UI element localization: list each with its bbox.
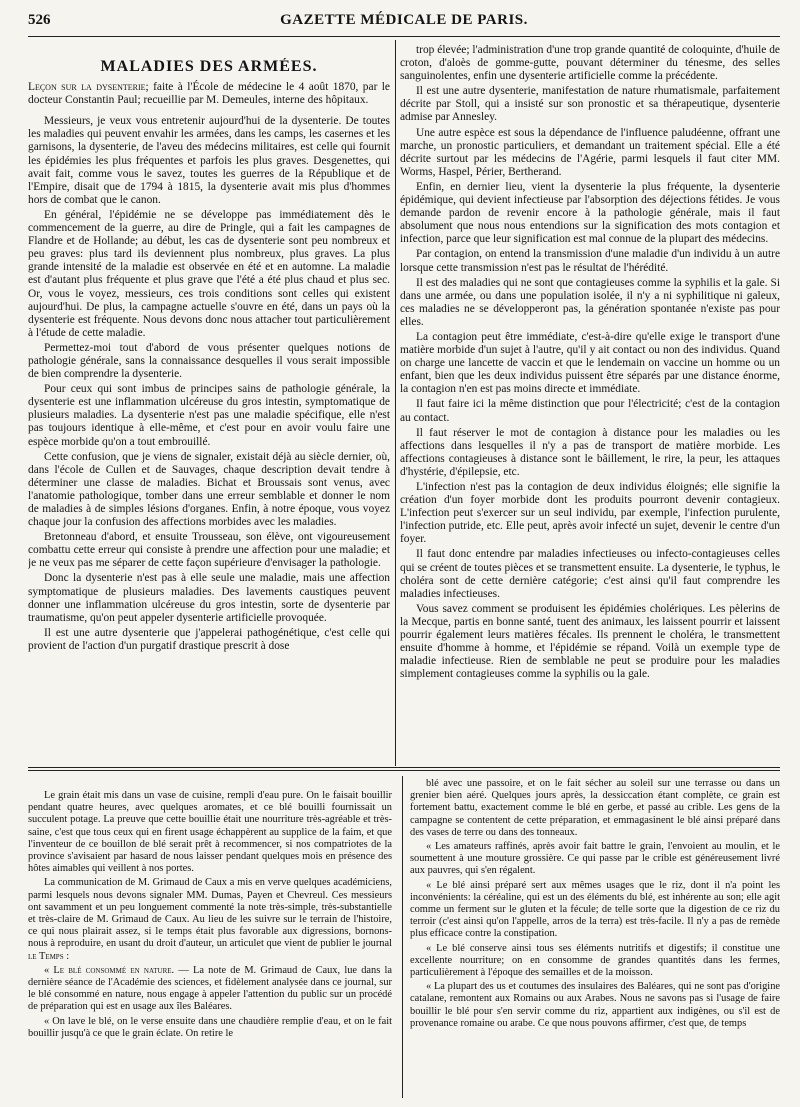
article-left-column [28,58,390,764]
feuilleton-paragraph: « Le blé ainsi préparé sert aux mêmes usages que le riz, dont il n'a point les inconvénients: la céréaline, qui est un des éléments du blé, est inhérente au son; elle agit comme un ferment sur le gluten et la fécule; de telle sorte que la digestion de ce riz du terroir (c'est ainsi qu'on l'appelle, arros de la terra) est très-facile. Il n'y a pas de remède plus efficace contre la constipation. [410,879,780,940]
page-header [28,12,780,36]
article-paragraph: L'infection n'est pas la contagion de deux individus éloignés; elle signifie la création d'un foyer morbide dont les produits pourront devenir contagieux. L'infection peut s'exercer sur un seul individu, par exemple, l'infection purulente, l'infection putride, etc. Elle peut, après avoir infecté un sujet, devenir le centre d'un foyer. [400,481,780,546]
quote-open: « [44,964,54,976]
lecture-byline [28,81,390,107]
lecture-details: ; faite à l'École de médecine le 4 août 1870, par le docteur Constantin Paul; recueillie par M. Demeules, interne des hôpitaux. [28,81,390,107]
header-rule [28,36,780,37]
feuilleton-left-paragraphs [28,790,392,963]
feuilleton-right-paragraphs [410,778,780,1030]
article-paragraph: Il est des maladies qui ne sont que contagieuses comme la syphilis et la gale. Si dans une armée, ou dans une population isolée, il n'y a ni syphilitique ni galeux, ces maladies ne se développeront pas, la génération spontanée n'existe pas pour elles. [400,276,780,328]
feuilleton-right-column [410,778,780,1098]
article-paragraph: Il faut réserver le mot de contagion à distance pour les maladies ou les affections dans lesquelles il n'y a pas de transport de matière morbide. Les affections contagieuses à distance sont le bâillement, le rire, la peur, les attaques d'hystérie, d'épilepsie, etc. [400,426,780,478]
article-paragraph: Il faut donc entendre par maladies infectieuses ou infecto-contagieuses celles qui se créent de toutes pièces et se transmettent ensuite. La dysenterie, le typhus, le choléra sont de cette dernière catégorie; c'est ainsi qu'il faut comprendre les maladies infectieuses. [400,548,780,600]
article-paragraph: Il faut faire ici la même distinction que pour l'électricité; c'est de la contagion au contact. [400,398,780,424]
feuilleton-rule-2 [28,770,780,771]
feuilleton-paragraph: « Le blé conserve ainsi tous ses éléments nutritifs et digestifs; il constitue une excellente nourriture; on en consomme de grandes quantités dans les fermes, particulièrement à l'époque des semailles et de la moisson. [410,942,780,979]
journal-name: le Temps [28,950,64,962]
feuilleton-paragraph: Le grain était mis dans un vase de cuisine, rempli d'eau pure. On le faisait bouillir pendant quatre heures, avec quelques aromates, et ce blé bouilli fournissait un succulent potage. La preuve que cette bouillie était une nourriture très-agréable et très-saine, c'est que tous ceux qui en firent usage échappèrent au supplice de la faim, et que l'inventeur de ce bouillon de blé serait prêt à recommencer, si nos compatriotes de la province s'avisaient par hasard de nous laisser pendant quelques mois en présence des hôtes aimables qui veillent à nos portes. [28,790,392,875]
feuilleton-left-column [28,790,392,1098]
article-paragraph: Messieurs, je veux vous entretenir aujourd'hui de la dysenterie. De toutes les maladies qui peuvent envahir les armées, dans les camps, les casernes et les garnisons, la dysenterie, de l'aveu des médecins militaires, est celle qui fournit les épidémies les plus fréquentes et parfois les plus graves. Desgenettes, qui avait fait, comme vous le savez, toutes les guerres de la République et de l'Empire, disait que de 1794 à 1815, la dysenterie avait mis plus d'hommes hors de combat que le canon. [28,115,390,206]
article-paragraph: Bretonneau d'abord, et ensuite Trousseau, son élève, ont vigoureusement combattu cette erreur qui consiste à prendre une affection pour une maladie; et je ne veux pas me séparer de cette façon supérieure d'envisager la pathologie. [28,531,390,570]
feuilleton-paragraph: « La plupart des us et coutumes des insulaires des Baléares, qui ne sont pas d'origine catalane, remontent aux Romains ou aux Arabes. Nous ne savons pas si l'usage de faire bouillir le blé pour s'en servir comme du riz, appartient aux indigènes, ou s'il est de provenance romaine ou arabe. Ce que nous pouvons affirmer, c'est que, de temps [410,981,780,1029]
page-number: 526 [28,12,51,28]
column-divider-upper [395,40,396,766]
article-paragraph: Vous savez comment se produisent les épidémies cholériques. Les pèlerins de la Mecque, partis en bonne santé, tuent des animaux, les laissent pourrir et laissent pourrir également leurs matières fécales. Ils prennent le choléra, le transmettent ensuite d'homme à homme, et l'épidémie se répand. Voilà un exemple type de maladie infectieuse. Rien de semblable ne peut se produire pour les maladies simplement contagieuses comme la syphilis ou la gale. [400,602,780,681]
feuilleton-paragraph: blé avec une passoire, et on le fait sécher au soleil sur une terrasse ou dans un grenier bien aéré. Quelques jours après, la dessiccation étant complète, ce grain est fortement battu, exactement comme le blé en gerbe, et passé au crible. Les gens de la campagne se contentent de cette préparation, et emmagasinent le blé ainsi préparé dans des vases de terre ou dans des tonneaux. [410,778,780,838]
lecture-label: Leçon sur la dysenterie [28,81,146,94]
article-paragraph: Enfin, en dernier lieu, vient la dysenterie la plus fréquente, la dysenterie épidémique, qui devient infectieuse par l'absorption des déjections fétides. Je vous demande pardon de revenir encore à la pathologie générale, mais il faut absolument que nous nous entendions sur la signification des mots contagion et infection, parce que leur signification est mal connue de la plupart des médecins. [400,180,780,246]
feuilleton-paragraph: La communication de M. Grimaud de Caux a mis en verve quelques académiciens, parmi lesquels nous devons signaler MM. Dumas, Payen et Chevreul. Ces messieurs ont savamment et un peu longuement commenté la note très-simple, très-substantielle et très-claire de M. Grimaud de Caux. Au lieu de les suivre sur le terrain de l'histoire, ce qui nous plairait assez, si le temps était plus favorable aux digressions, bornons-nous à reproduire, en usant du droit d'auteur, un articulet que vient de publier le journal le Temps : [28,877,392,962]
column-divider-lower [402,776,403,1098]
quote-paragraph [28,965,392,1014]
quote-text: — La note de M. Grimaud de Caux, lue dans la dernière séance de l'Académie des sciences, et fidèlement analysée dans ce journal, sur le blé consommé en nature, nous engage à appeler l'attention du public sur un procédé de préparation qui est en usage aux îles Baléares. [28,964,392,1013]
article-paragraph: Il est une autre dysenterie, manifestation de nature rhumatismale, parfaitement décrite par Stoll, qui a insisté sur son pronostic et sa thérapeutique, dysenterie admise par Annesley. [400,85,780,124]
article-paragraph: En général, l'épidémie ne se développe pas immédiatement dès le commencement de la guerre, au dire de Pringle, qui a fait les campagnes de Flandre et de Hollande; au début, les cas de dysenterie sont peu nombreux et peu graves: plus tard ils deviennent plus nombreux, plus graves. La plus grande intensité de la maladie est observée en été et en automne. La maladie est d'autant plus fréquente et plus grave que l'été a été plus chaud et plus sec. Or, vous le voyez, messieurs, ces trois conditions sont celles qui existent aujourd'hui. De plus, la campagne actuelle s'ouvre en été, dans un pays où la dysenterie est fréquente. Nous devons donc nous attacher tout particulièrement à l'étude de cette maladie. [28,208,390,339]
article-paragraph: Pour ceux qui sont imbus de principes sains de pathologie générale, la dysenterie est une inflammation ulcéreuse du gros intestin, symptomatique de plusieurs maladies. La dysenterie n'est pas une maladie spécifique, elle n'est pas toujours identique à elle-même, et c'est pour en avoir voulu faire une espèce morbide qu'on a tout embrouillé. [28,383,390,448]
article-paragraph: Donc la dysenterie n'est pas à elle seule une maladie, mais une affection symptomatique de plusieurs maladies. Des lavements caustiques peuvent donner une inflammation ulcéreuse du gros intestin, sorte de dysenterie par traumatisme, qu'on peut appeler dysenterie artificielle provoquée. [28,572,390,624]
article-left-paragraphs [28,115,390,653]
article-paragraph: trop élevée; l'administration d'une trop grande quantité de coloquinte, d'huile de croton, d'aloès de gomme-gutte, pouvant déterminer du ténesme, des selles sanguinolentes, enfin une dysenterie artificielle comme la précédente. [400,44,780,83]
article-paragraph: Par contagion, on entend la transmission d'une maladie d'un individu à un autre lorsque cette transmission n'est pas le résultat de l'hérédité. [400,248,780,274]
article-paragraph: Cette confusion, que je viens de signaler, existait déjà au siècle dernier, où, dans l'école de Cullen et de Sauvages, chaque description devait tendre à déterminer une classe de maladies. Bichat et Broussais sont venus, avec l'anatomie pathologique, tomber dans une erreur semblable et donner le nom de maladies à de simples lésions d'organes. Enfin, à notre époque, vous voyez chaque jour la confusion des affections morbides avec les maladies. [28,450,390,529]
article-paragraph: Il est une autre dysenterie que j'appelerai pathogénétique, c'est celle qui provient de l'action d'un purgatif drastique prescrit à dose [28,626,390,652]
journal-title: GAZETTE MÉDICALE DE PARIS. [280,12,528,28]
article-title: MALADIES DES ARMÉES. [100,58,318,75]
article-right-paragraphs [400,44,780,681]
article-paragraph: Une autre espèce est sous la dépendance de l'influence paludéenne, offrant une marche, un pronostic particuliers, et demandant un traitement spécial. Elle a été décrite surtout par les médecins de l'Agérie, parmi lesquels il faut citer MM. Worms, Haspel, Périer, Bertherand. [400,126,780,178]
quote-continuation: « On lave le blé, on le verse ensuite dans une chaudière remplie d'eau, et on le fait bouillir jusqu'à ce que le grain éclate. On retire le [28,1015,392,1039]
feuilleton-paragraph: « Les amateurs raffinés, après avoir fait battre le grain, l'envoient au moulin, et le soumettent à une mouture grossière. Ce qui passe par le crible est généreusement livré aux pauvres, qui s'en régalent. [410,841,780,877]
article-paragraph: Permettez-moi tout d'abord de vous présenter quelques notions de pathologie générale, sans la connaissance desquelles il vous serait impossible de bien comprendre la dysenterie. [28,341,390,381]
quote-label: Le blé consommé en nature. [53,964,175,976]
feuilleton-rule [28,767,780,768]
article-right-column [400,44,780,764]
article-paragraph: La contagion peut être immédiate, c'est-à-dire qu'elle exige le transport d'une matière morbide d'un sujet à l'autre, qu'il y ait contact ou non des individus. Quand on charge une lancette de vaccin et que le lendemain on vaccine un homme ou un enfant, bien que les deux individus puissent être séparés par une distance énorme, la contagion n'en est pas moins directe et immédiate. [400,330,780,396]
